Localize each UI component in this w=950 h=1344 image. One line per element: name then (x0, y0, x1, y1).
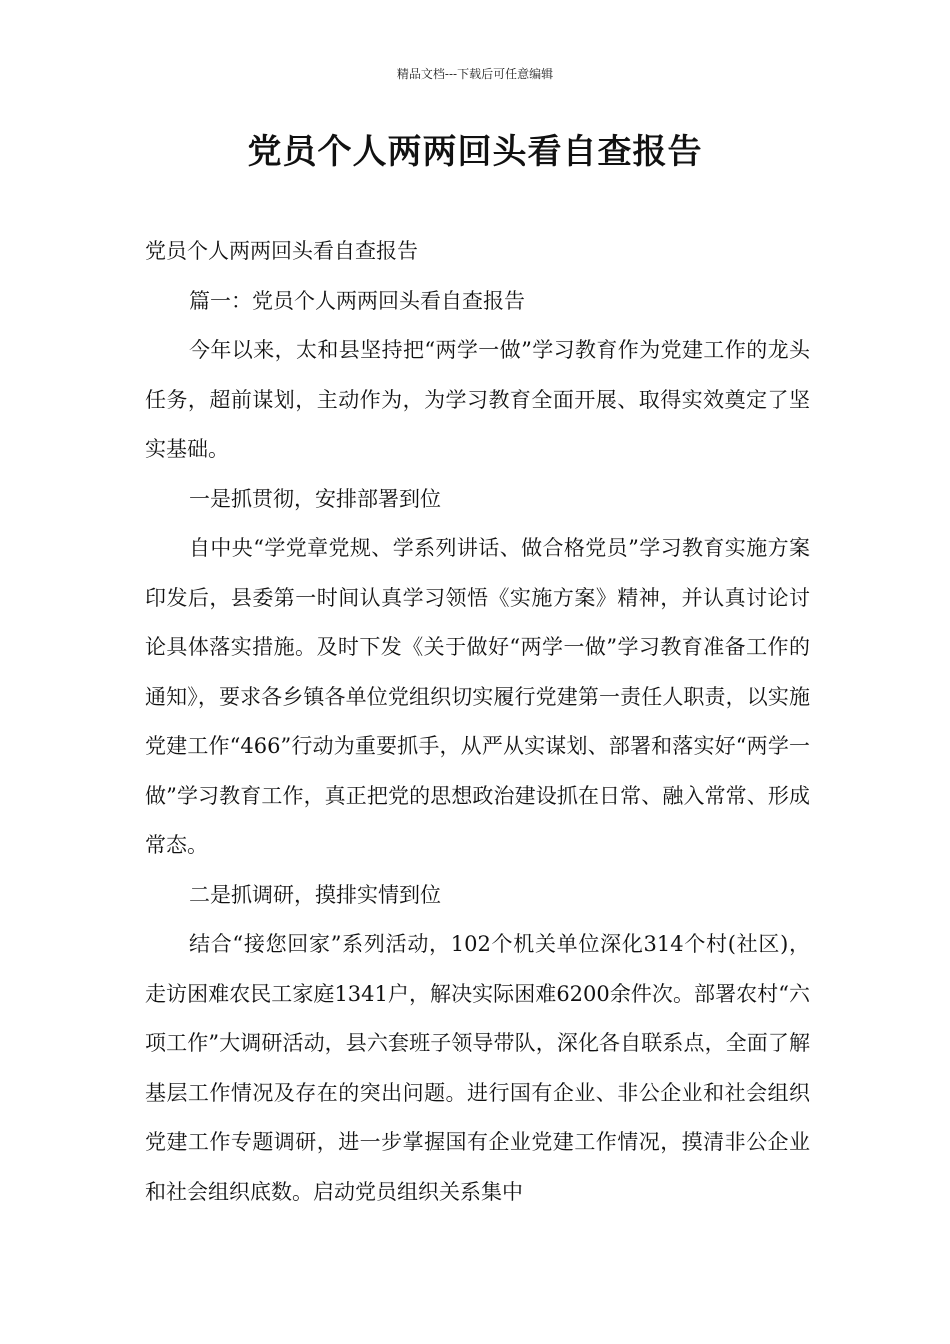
paragraph: 今年以来，太和县坚持把“两学一做”学习教育作为党建工作的龙头任务，超前谋划，主动作为，为学习教育全面开展、取得实效奠定了坚实基础。 (145, 338, 810, 461)
paragraph: 自中央“学党章党规、学系列讲话、做合格党员”学习教育实施方案印发后，县委第一时间认真学习领悟《实施方案》精神，并认真讨论讨论具体落实措施。及时下发《关于做好“两学一做”学习教育准备工作的通知》，要求各乡镇各单位党组织切实履行党建第一责任人职责，以实施党建工作“466”行动为重要抓手，从严从实谋划、部署和落实好“两学一做”学习教育工作，真正把党的思想政治建设抓在日常、融入常常、形成常态。 (145, 536, 810, 857)
paragraph: 结合“接您回家”系列活动，102个机关单位深化314个村(社区)，走访困难农民工家庭1341户，解决实际困难6200余件次。部署农村“六项工作”大调研活动，县六套班子领导带队，深化各自联系点，全面了解基层工作情况及存在的突出问题。进行国有企业、非公企业和社会组织党建工作专题调研，进一步掌握国有企业党建工作情况，摸清非公企业和社会组织底数。启动党员组织关系集中 (145, 932, 810, 1204)
document-title: 党员个人两两回头看自查报告 (247, 132, 703, 172)
header-note: 精品文档---下载后可任意编辑 (396, 67, 554, 81)
document-body (145, 227, 810, 1217)
section-heading: 二是抓调研，摸排实情到位 (189, 882, 441, 907)
section-heading: 一是抓贯彻，安排部署到位 (189, 486, 441, 511)
subtitle-line: 党员个人两两回头看自查报告 (145, 239, 418, 263)
section-heading: 篇一：党员个人两两回头看自查报告 (189, 288, 525, 313)
